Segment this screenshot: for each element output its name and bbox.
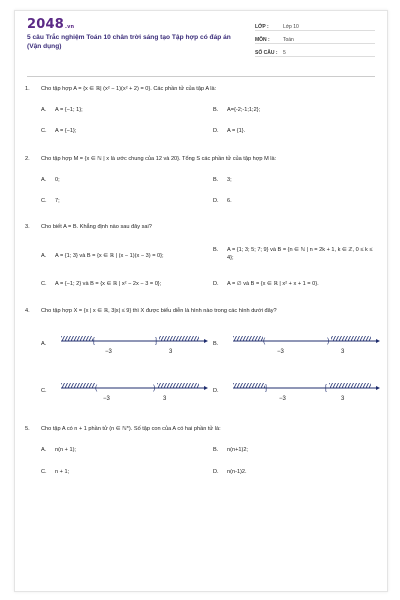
question-stem: Cho tập A có n + 1 phần tử (n ∈ ℕ*). Số tập con của A có hai phần tử là: xyxy=(41,426,221,432)
tick-label: 3 xyxy=(169,349,173,355)
q2-option-a[interactable] xyxy=(41,177,60,185)
svg-text:[: [ xyxy=(325,385,327,392)
tick-label: −3 xyxy=(277,349,284,355)
tick-label: −3 xyxy=(279,396,286,402)
option-text: A = ∅ và B = {x ∈ ℝ | x² + x + 1 = 0}. xyxy=(227,281,319,287)
option-letter: C. xyxy=(41,281,47,287)
q3-option-b[interactable] xyxy=(213,247,375,262)
info-key: LỚP : xyxy=(255,24,269,30)
site-logo[interactable] xyxy=(27,17,74,32)
option-letter: B. xyxy=(213,177,219,183)
question-stem: Cho tập hợp X = {x | x ∈ ℝ, 3|x| ≤ 9} thì X được biểu diễn là hình nào trong các hình dưới đây? xyxy=(41,308,277,314)
question-stem: Cho biết A = B. Khẳng định nào sau đây sai? xyxy=(41,224,152,230)
q1-option-a[interactable] xyxy=(41,107,83,115)
svg-text:(: ( xyxy=(95,385,98,392)
tick-label: 3 xyxy=(341,396,345,402)
info-key: SỐ CÂU : xyxy=(255,50,278,56)
header-divider xyxy=(27,76,375,77)
option-text: 0; xyxy=(55,177,60,183)
q4-option-c[interactable] xyxy=(41,388,55,396)
q4-option-a[interactable] xyxy=(41,341,55,349)
option-text: A = {−1; 1}; xyxy=(55,107,83,113)
option-letter: B. xyxy=(213,107,219,113)
q1-option-c[interactable] xyxy=(41,128,76,136)
option-letter: D. xyxy=(213,281,219,287)
option-letter: B. xyxy=(213,341,219,347)
info-value: Lớp 10 xyxy=(283,24,299,30)
option-text: A = {1; 3} và B = {x ∈ ℝ | (x − 1)(x − 3) = 0}; xyxy=(55,253,164,259)
option-text: 6. xyxy=(227,198,232,204)
option-text: n(n+1)2; xyxy=(227,447,248,453)
q5-option-c[interactable] xyxy=(41,469,69,477)
option-letter: C. xyxy=(41,128,47,134)
logo-main-text: 2048 xyxy=(27,17,64,32)
question-number: 3. xyxy=(25,224,30,230)
q3-option-a[interactable] xyxy=(41,253,211,261)
info-key: MÔN : xyxy=(255,37,270,43)
option-text: A = {−1}; xyxy=(55,128,77,134)
option-text: 3; xyxy=(227,177,232,183)
svg-text:]: ] xyxy=(265,385,267,392)
question-number: 2. xyxy=(25,156,30,162)
svg-text:]: ] xyxy=(155,338,157,345)
option-letter: D. xyxy=(213,128,219,134)
q4-option-d[interactable] xyxy=(213,388,227,396)
option-letter: C. xyxy=(41,469,47,475)
number-line-c xyxy=(59,376,209,404)
svg-text:): ) xyxy=(327,338,330,345)
option-letter: D. xyxy=(213,388,219,394)
option-text: A = {1}. xyxy=(227,128,246,134)
q4-option-b[interactable] xyxy=(213,341,227,349)
q2-option-b[interactable] xyxy=(213,177,232,185)
q5-option-d[interactable] xyxy=(213,469,247,477)
option-letter: A. xyxy=(41,341,47,347)
svg-text:[: [ xyxy=(93,338,95,345)
tick-label: −3 xyxy=(103,396,110,402)
option-letter: A. xyxy=(41,177,47,183)
q2-option-c[interactable] xyxy=(41,198,60,206)
number-line-a xyxy=(59,329,209,357)
option-letter: C. xyxy=(41,388,47,394)
q1-option-d[interactable] xyxy=(213,128,245,136)
question-number: 4. xyxy=(25,308,30,314)
question-stem: Cho tập hợp M = {x ∈ ℕ | x là ước chung của 12 và 20}. Tổng S các phần tử của tập hợp M là: xyxy=(41,156,277,162)
info-box xyxy=(255,19,375,58)
q5-option-b[interactable] xyxy=(213,447,248,455)
option-letter: B. xyxy=(213,247,219,253)
question-number: 5. xyxy=(25,426,30,432)
option-text: n + 1; xyxy=(55,469,70,475)
info-row-count xyxy=(255,45,375,57)
info-row-class xyxy=(255,19,375,31)
document-title: 5 câu Trắc nghiệm Toán 10 chân trời sáng tạo Tập hợp có đáp án (Vận dụng) xyxy=(27,34,231,50)
q2-option-d[interactable] xyxy=(213,198,232,206)
option-letter: D. xyxy=(213,469,219,475)
q3-option-d[interactable] xyxy=(213,281,375,289)
svg-text:(: ( xyxy=(263,338,266,345)
number-line-b xyxy=(231,329,381,357)
option-text: 7; xyxy=(55,198,60,204)
tick-label: 3 xyxy=(163,396,167,402)
document-page xyxy=(14,10,388,592)
option-letter: B. xyxy=(213,447,219,453)
q3-option-c[interactable] xyxy=(41,281,211,289)
q5-option-a[interactable] xyxy=(41,447,76,455)
option-letter: A. xyxy=(41,447,47,453)
info-value: Toán xyxy=(283,37,294,43)
option-text: n(n-1)2. xyxy=(227,469,247,475)
question-stem: Cho tập hợp A = {x ∈ ℝ| (x² − 1)(x² + 2) = 0}. Các phần tử của tập A là: xyxy=(41,86,217,92)
svg-text:): ) xyxy=(153,385,156,392)
option-letter: D. xyxy=(213,198,219,204)
tick-label: −3 xyxy=(105,349,112,355)
option-letter: A. xyxy=(41,107,47,113)
question-number: 1. xyxy=(25,86,30,92)
q1-option-b[interactable] xyxy=(213,107,260,115)
option-text: A={-2;-1;1;2}; xyxy=(227,107,261,113)
info-value: 5 xyxy=(283,50,286,56)
option-letter: A. xyxy=(41,253,47,259)
option-text: n(n + 1); xyxy=(55,447,76,453)
logo-sub-text: .vn xyxy=(64,24,75,30)
option-text: A = {1; 3; 5; 7; 9} và B = {n ∈ ℕ | n = 2k + 1, k ∈ ℤ, 0 ≤ k ≤ 4}; xyxy=(227,247,373,261)
tick-label: 3 xyxy=(341,349,345,355)
number-line-d xyxy=(231,376,381,404)
option-letter: C. xyxy=(41,198,47,204)
option-text: A = {−1; 2} và B = {x ∈ ℝ | x² − 2x − 3 = 0}; xyxy=(55,281,162,287)
info-row-subject xyxy=(255,32,375,44)
